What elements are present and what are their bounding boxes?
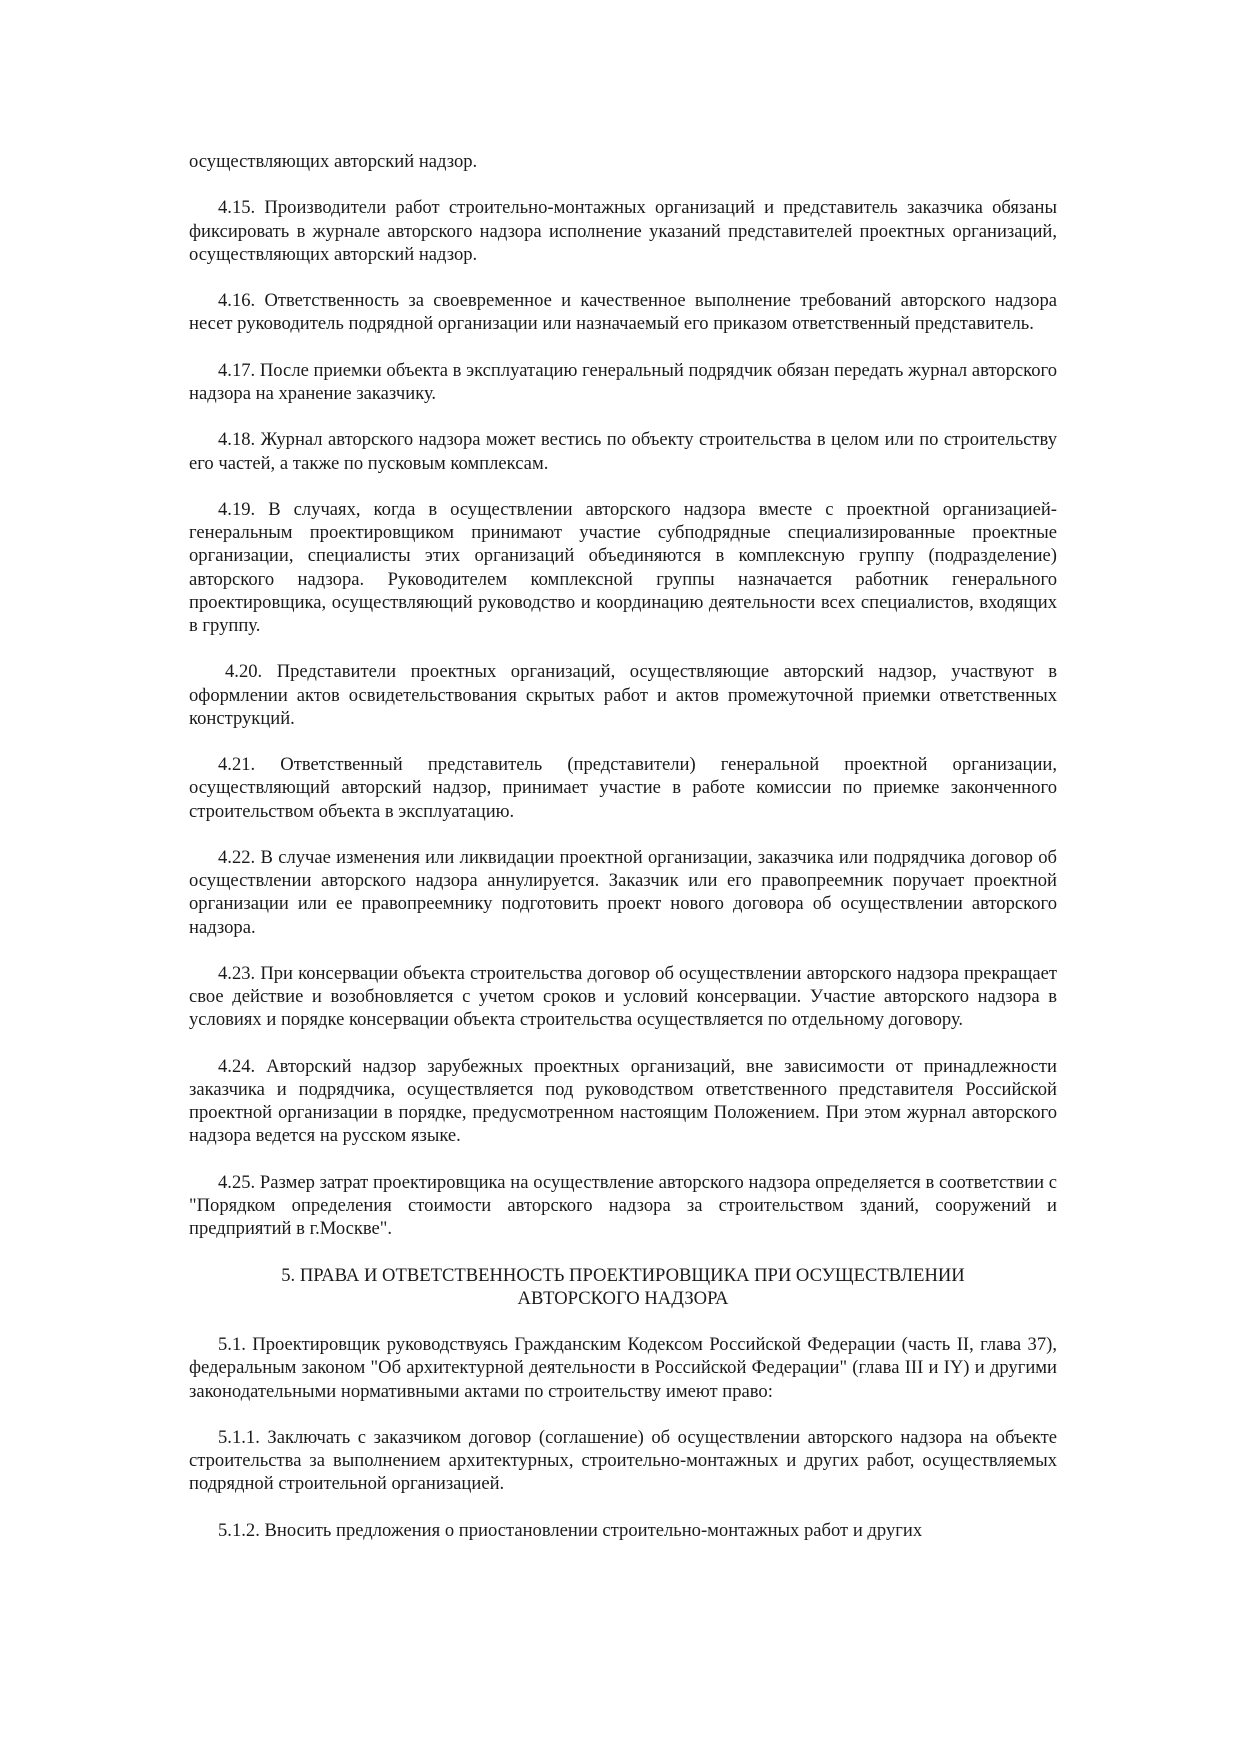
paragraph-4-19: 4.19. В случаях, когда в осуществлении авторского надзора вместе с проектной организацией-генеральным проектировщиком принимают участие субподрядные специализированные проектные организации, специалисты этих организаций объединяются в комплексную группу (подразделение) авторского надзора. Руководителем комплексной группы назначается работник генерального проектировщика, осуществляющий руководство и координацию деятельности всех специалистов, входящих в группу.: [189, 498, 1057, 636]
paragraph-5-1-1: 5.1.1. Заключать с заказчиком договор (соглашение) об осуществлении авторского надзора на объекте строительства за выполнением архитектурных, строительно-монтажных и других работ, осуществляемых подрядной строительной организацией.: [189, 1426, 1057, 1495]
paragraph-4-15: 4.15. Производители работ строительно-монтажных организаций и представитель заказчика обязаны фиксировать в журнале авторского надзора исполнение указаний представителей проектных организаций, осуществляющих авторский надзор.: [189, 197, 1057, 265]
paragraph-4-21: 4.21. Ответственный представитель (представители) генеральной проектной организации, осуществляющий авторский надзор, принимает участие в работе комиссии по приемке законченного строительством объекта в эксплуатацию.: [189, 754, 1057, 822]
paragraph-5-1-2: 5.1.2. Вносить предложения о приостановлении строительно-монтажных работ и других: [218, 1519, 923, 1541]
section-heading: [189, 1264, 1057, 1310]
paragraph-4-16: 4.16. Ответственность за своевременное и качественное выполнение требований авторского надзора несет руководитель подрядной организации или назначаемый его приказом ответственный представитель.: [189, 290, 1057, 335]
paragraph-5-1: 5.1. Проектировщик руководствуясь Гражданским Кодексом Российской Федерации (часть II, глава 37), федеральным законом "Об архитектурной деятельности в Российской Федерации" (глава III и IY) и другими законодательными нормативными актами по строительству имеют право:: [189, 1334, 1057, 1402]
section-heading-line2: АВТОРСКОГО НАДЗОРА: [517, 1287, 729, 1309]
paragraph-4-25: 4.25. Размер затрат проектировщика на осуществление авторского надзора определяется в соответствии с "Порядком определения стоимости авторского надзора за строительством зданий, сооружений и предприятий в г.Москве".: [189, 1171, 1057, 1240]
paragraph-4-20: 4.20. Представители проектных организаций, осуществляющие авторский надзор, участвуют в оформлении актов освидетельствования скрытых работ и актов промежуточной приемки ответственных конструкций.: [189, 661, 1057, 729]
paragraph-4-23: 4.23. При консервации объекта строительства договор об осуществлении авторского надзора прекращает свое действие и возобновляется с учетом сроков и условий консервации. Участие авторского надзора в условиях и порядке консервации объекта строительства осуществляется по отдельному договору.: [189, 962, 1057, 1031]
paragraph-4-18: 4.18. Журнал авторского надзора может вестись по объекту строительства в целом или по строительству его частей, а также по пусковым комплексам.: [189, 429, 1057, 474]
section-heading-line1: 5. ПРАВА И ОТВЕТСТВЕННОСТЬ ПРОЕКТИРОВЩИКА ПРИ ОСУЩЕСТВЛЕНИИ: [281, 1264, 965, 1286]
paragraph-4-22: 4.22. В случае изменения или ликвидации проектной организации, заказчика или подрядчика договор об осуществлении авторского надзора аннулируется. Заказчик или его правопреемник поручает проектной организации или ее правопреемнику подготовить проект нового договора об осуществлении авторского надзора.: [189, 846, 1057, 938]
paragraph-4-17: 4.17. После приемки объекта в эксплуатацию генеральный подрядчик обязан передать журнал авторского надзора на хранение заказчику.: [189, 359, 1057, 404]
paragraph-4-24: 4.24. Авторский надзор зарубежных проектных организаций, вне зависимости от принадлежности заказчика и подрядчика, осуществляется под руководством ответственного представителя Российской проектной организации в порядке, предусмотренном настоящим Положением. При этом журнал авторского надзора ведется на русском языке.: [189, 1055, 1057, 1147]
paragraph-continuation: осуществляющих авторский надзор.: [189, 151, 478, 172]
document-page: [189, 150, 1057, 1565]
